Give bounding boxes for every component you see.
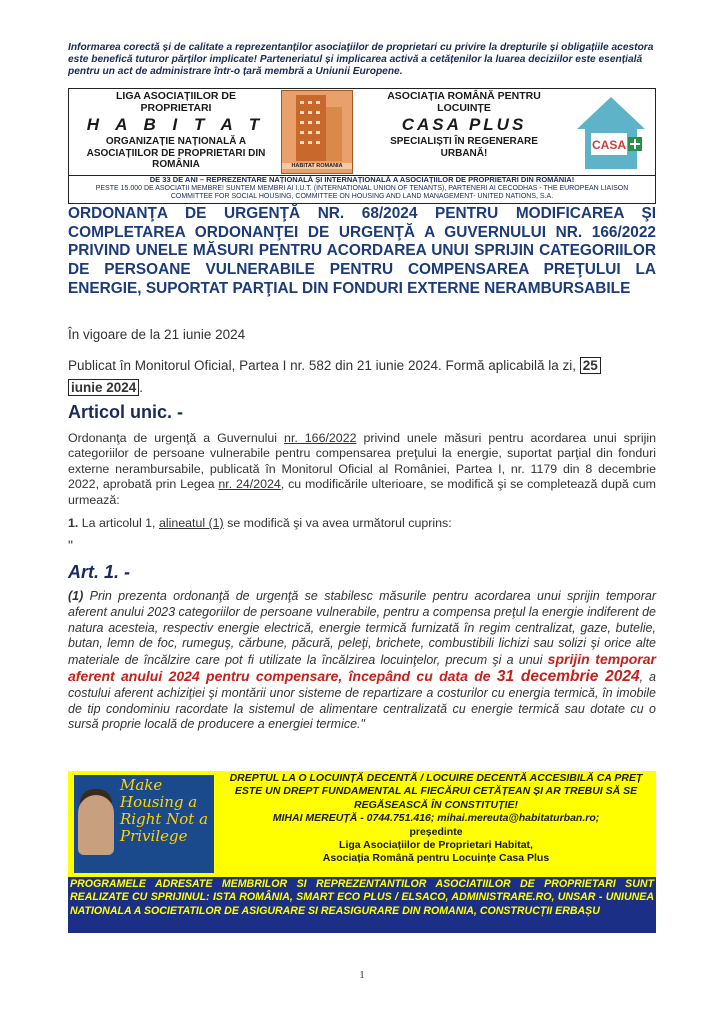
portrait-face — [78, 795, 114, 855]
habitat-logo-building — [296, 95, 326, 161]
banner-org1: Liga Asociațiilor de Proprietari Habitat, — [339, 839, 533, 852]
article-heading: Articol unic. - — [68, 402, 184, 422]
banner-role: președinte — [409, 825, 463, 838]
habitat-org-block — [81, 89, 271, 171]
art1-highlight-date: 31 decembrie 2024 — [496, 667, 640, 685]
link-oug-166-2022[interactable]: nr. 166/2022 — [284, 431, 357, 445]
article-paragraph — [68, 431, 656, 508]
link-alineatul-1[interactable]: alineatul (1) — [158, 516, 224, 530]
art1-text-1: Prin prezenta ordonanţă de urgenţă se stabilesc măsurile pentru acordarea unui sprijin temporar aferent anului 2023 categoriilor de persoane vulnerabile, pentru a compensa preţul la energie indiferent de natura acesteia, respectiv energie electrică, energie termică furnizată în regim centralizat, gaze, butelie, butan, lemn de foc, rumeguş, cărbune, păcură, peleţi, brichete, combustibili lichizi sau solizi şi orice alte materiale de încălzire care pot fi utilizate la încălzirea locuinţelor, precum şi a unui — [68, 589, 656, 668]
make-housing-right-image — [74, 775, 214, 873]
art1-number: (1) — [68, 589, 84, 603]
habitat-org-top: LIGA ASOCIAȚIILOR DE PROPRIETARI — [116, 90, 236, 114]
banner-line1: DREPTUL LA O LOCUINȚĂ DECENTĂ / LOCUIRE DECENTĂ ACCESIBILĂ CA PREȚ ESTE UN DREPT FUNDAMENTAL AL FIECĂRUI CETĂȚEAN ȘI AR TREBUI SĂ SE REGĂSEASCĂ ÎN CONSTITUȚIE! — [229, 772, 643, 811]
published-line — [68, 355, 668, 399]
article-text-2: privind unele măsuri pentru acordarea unui sprijin categoriilor de persoane vulnerabile pentru compensarea preţului la energie, suportat parţial din fonduri externe nerambursabile, publicată în Monitorul Oficial al României, Partea I, nr. 1179 din 8 decembrie 2022, aprobată prin Legea — [68, 431, 657, 492]
applicable-date-month: iunie 2024 — [68, 379, 139, 396]
page-number: 1 — [359, 969, 365, 981]
published-text: Publicat în Monitorul Oficial, Partea I nr. 582 din 21 iunie 2024. Formă aplicabilă la zi, — [68, 358, 577, 373]
document-title: ORDONANŢA DE URGENŢĂ NR. 68/2024 PENTRU MODIFICAREA ŞI COMPLETAREA ORDONANŢEI DE URGENŢĂ A GUVERNULUI NR. 166/2022 PRIVIND UNELE MĂSURI PENTRU ACORDAREA UNUI SPRIJIN CATEGORIILOR DE PERSOANE VULNERABILE PENTRU COMPENSAREA PREŢULUI LA ENERGIE, SUPORTAT PARŢIAL DIN FONDURI EXTERNE NERAMBURSABILE — [68, 205, 656, 297]
housing-rights-banner — [68, 771, 656, 877]
point-1-number: 1. — [68, 516, 79, 530]
banner-text — [218, 772, 654, 866]
banner-org2: Asociația Română pentru Locuințe Casa Plus — [322, 852, 550, 865]
link-lege-24-2024[interactable]: nr. 24/2024 — [218, 477, 281, 492]
casa-plus-org-block — [369, 89, 559, 159]
habitat-org-name: H A B I T A T — [86, 115, 266, 134]
article-text-3: , cu modificările ulterioare, se modifică şi se completează după cum urmează: — [68, 477, 656, 507]
banner-slogan: Make Housing a Right Not a Privilege — [120, 776, 209, 845]
casa-plus-org-sub: SPECIALIȘTI ÎN REGENERARE URBANĂ! — [390, 136, 538, 159]
art1-heading: Art. 1. - — [68, 562, 131, 582]
point-1-text-2: se modifică şi va avea următorul cuprins: — [223, 516, 452, 530]
applicable-date-day: 25 — [580, 357, 601, 374]
habitat-logo — [281, 90, 353, 174]
casa-plus-logo — [571, 91, 651, 175]
art1-paragraph — [68, 589, 656, 733]
opening-quote: " — [68, 537, 73, 553]
point-1-text-1: La articolul 1, — [78, 516, 159, 530]
intro-note: Informarea corectă și de calitate a reprezentanților asociațiilor de proprietari cu privire la drepturile și obligațiile acestora este benefică tuturor părților implicate! Parteneriatul și implicarea activă a cetățenilor la luarea deciziilor este esențială pentru un act de administrare într-o țară membră a Uniunii Europene. — [68, 42, 654, 78]
header-strip — [68, 176, 656, 204]
header-box — [68, 88, 656, 176]
header-strip-line1: DE 33 DE ANI – REPREZENTARE NAȚIONALĂ ȘI INTERNAȚIONALĂ A ASOCIAȚIILOR DE PROPRIETARI DIN ROMÂNIA! — [149, 175, 575, 184]
sponsors-banner: PROGRAMELE ADRESATE MEMBRILOR SI REPREZENTANTILOR ASOCIATIILOR DE PROPRIETARI SUNT REALIZATE CU SPRIJINUL: ISTA ROMÂNIA, SMART ECO PLUS / ELSACO, ADMINISTRARE.RO, UNSAR - UNIUNEA NATIONALA A SOCIETATILOR DE ASIGURARE SI REASIGURARE DIN ROMANIA, CONSTRUCȚII ERBAȘU — [68, 877, 656, 933]
casa-logo-text: CASA — [592, 138, 627, 152]
casa-plus-org-name: CASA PLUS — [401, 115, 527, 134]
in-force-line: În vigoare de la 21 iunie 2024 — [68, 327, 246, 342]
applicable-suffix: . — [139, 380, 144, 395]
habitat-org-sub: ORGANIZAȚIE NAȚIONALĂ A ASOCIAȚIILOR DE PROPRIETARI DIN ROMÂNIA — [86, 136, 266, 170]
point-1 — [68, 516, 452, 530]
casa-plus-org-top: ASOCIAȚIA ROMÂNĂ PENTRU LOCUINȚE — [387, 90, 541, 114]
habitat-logo-caption: HABITAT ROMANIA — [282, 163, 352, 169]
art1-highlight-1: sprijin temporar aferent anului 2024 pentru compensare, începând cu data de — [68, 651, 656, 684]
header-strip-line2: PESTE 15.000 DE ASOCIATII MEMBRE! SUNTEM MEMBRI AI I.U.T. (INTERNATIONAL UNION OF TENANTS), PARTENERI AI CECODHAS - THE EUROPEAN LIAISON COMMITTEE FOR SOCIAL HOUSING, COMMITTEE ON HOUSING AND LAND MANAGEMENT- UNITED NATIONS, S.A. — [95, 184, 629, 200]
habitat-logo-building-small — [326, 107, 342, 161]
banner-contact: MIHAI MEREUȚĂ - 0744.751.416; mihai.mereuta@habitaturban.ro; — [272, 812, 600, 825]
article-text-1: Ordonanţa de urgenţă a Guvernului — [68, 431, 285, 445]
art1-text-2: , a costului aferent achiziţiei şi montării unor sisteme de repartizare a costurilor cu energia termică, în imobile de tip condominiu racordate la sistemul de alimentare centralizată cu energie termică sau dotate cu o sursă proprie locală de producere a energiei termice." — [68, 669, 656, 732]
